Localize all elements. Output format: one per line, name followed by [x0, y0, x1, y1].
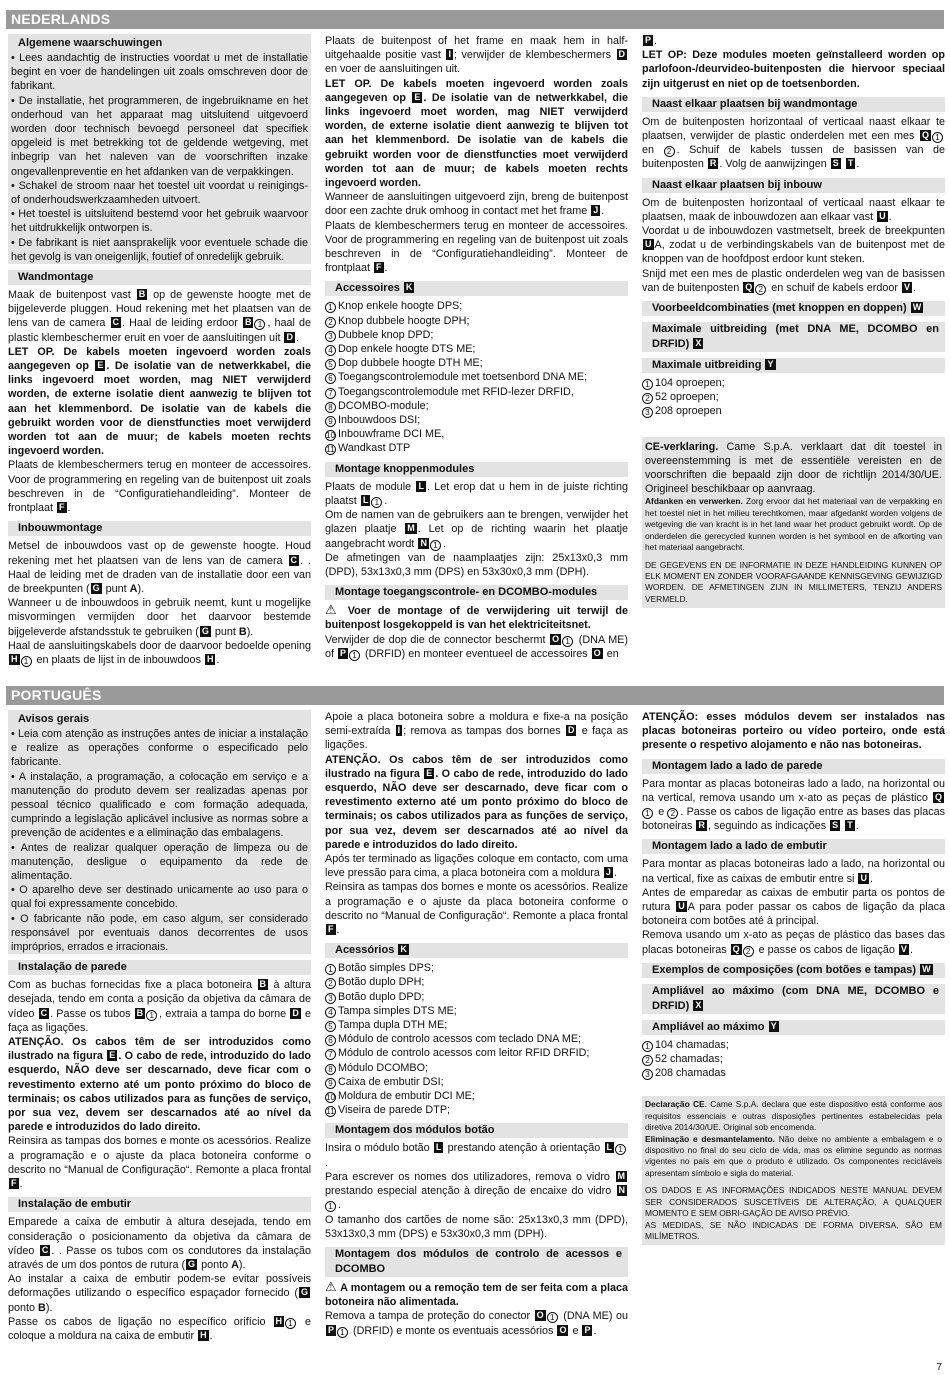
- pt-heading-accessories: Acessórios K: [325, 943, 628, 958]
- nl-wall-warning: LET OP. De kabels moeten ingevoerd worden zoals aangegeven op E . De isolatie van de netwerkkabel, die links ingevoerd moet worden, mag NIET verwijderd worden, de externe isolatie dient aanwezig te blijven tot aan het klemmenbord. De isolatie van de kabels die gebruikt worden voor de dienstfuncties moet verwijderd worden tot aan de muur; de kabels moeten rechts ingevoerd worden.: [8, 345, 311, 458]
- pt-heading-button-modules: Montagem dos módulos botão: [325, 1123, 628, 1138]
- section-band-pt: PORTUGUÊS: [6, 686, 944, 705]
- page-number: 7: [936, 1362, 942, 1373]
- list-item: 7 Módulo de controlo acessos com leitor RFID DRFID;: [325, 1046, 628, 1060]
- pt-heading-max: Ampliável ao máximo (com DNA ME, DCOMBO e DRFID) X: [642, 984, 945, 1014]
- nl-heading-max-calls: Maximale uitbreiding Y: [642, 358, 945, 373]
- pt-disclaimer-2: AS MEDIDAS, SE NÃO INDICADAS DE FORMA DIVERSA, SÃO EM MILÍMETROS.: [645, 1219, 942, 1241]
- nl-btn-para-1: Plaats de module L . Let erop dat u hem in de juiste richting plaatst L 1 .: [325, 480, 629, 507]
- nl-declaration-box: [642, 437, 945, 608]
- pt-heading-flush: Instalação de embutir: [8, 1197, 311, 1212]
- pt-frame-para-1: Apoie a placa botoneira sobre a moldura e fixe-a na posição semi-extraída I ; remova as tampas dos bornes D e faça as ligações.: [325, 711, 629, 752]
- nl-heading-side-flush: Naast elkaar plaatsen bij inbouw: [642, 178, 945, 193]
- nl-declaration: CE-verklaring. Came S.p.A. verklaart dat dit toestel in overeenstemming is met de essentiële vereisten en de voorschriften die bepaald zijn door de richtlijn 2014/30/UE. Origineel beschikbaar op aanvraag.: [645, 440, 943, 496]
- list-item: 1 Botão simples DPS;: [325, 961, 628, 975]
- ce-mark-icon: CE: [692, 1099, 705, 1110]
- pt-warning-4: • O aparelho deve ser destinado unicamente ao uso para o qual foi expressamente concebido.: [11, 884, 308, 911]
- nl-disclaimer: DE GEGEVENS EN DE INFORMATIE IN DEZE HANDLEIDING KUNNEN OP ELK MOMENT EN ZONDER VOORAFGAANDE KENNISGEVING GEWIJZIGD WORDEN. DE AFMETINGEN ZIJN IN MILLIMETERS, TENZIJ ANDERS VERMELD.: [645, 559, 942, 604]
- list-item: 6 Módulo de controlo acessos com teclado DNA ME;: [325, 1032, 628, 1046]
- pt-wall-warning: ATENÇÃO. Os cabos têm de ser introduzidos como ilustrado na figura E . O cabo de rede, introduzido do lado esquerdo, NÃO deve ser descarnado, deve ficar com o revestimento externo até um ponto próximo do bloco de terminais; os cabos utilizados para as funções de serviço, por sua vez, devem ser descarnados até ao nível da parede e introduzidos do lado direito.: [8, 1036, 312, 1134]
- pt-heading-wall: Instalação de parede: [8, 960, 311, 975]
- pt-btn-para-1: Insira o módulo botão L prestando atenção à orientação L 1.: [325, 1141, 628, 1169]
- list-item: 10 Moldura de embutir DCI ME;: [326, 1090, 475, 1103]
- list-item: 9 Inbouwdoos DSI;: [325, 413, 628, 427]
- pt-heading-control-modules: Montagem dos módulos de controlo de acessos e DCOMBO: [325, 1247, 628, 1277]
- list-item: 8 DCOMBO-module;: [325, 399, 628, 413]
- pt-col3-warning: ATENÇÃO: esses módulos devem ser instalados nas placas botoneiras porteiro ou vídeo porteiro, onde está presente o respetivo alojamento e não nas botoneiras.: [642, 711, 945, 752]
- nl-heading-side-wall: Naast elkaar plaatsen bij wandmontage: [642, 97, 945, 112]
- pt-heading-warnings: Avisos gerais: [8, 710, 311, 727]
- list-item: 3 208 chamadas: [642, 1066, 945, 1080]
- nl-heading-button-modules: Montage knoppenmodules: [325, 462, 628, 477]
- nl-frame-para-3: Plaats de klembeschermers terug en monteer de accessoires. Voor de programmering en regeling van de buitenpost uit zoals beschreven in de “Configuratiehandleiding”. Monteer de frontplaat F .: [325, 219, 628, 275]
- list-item: 7 Toegangscontrolemodule met RFID-lezer DRFID,: [325, 385, 628, 399]
- nl-heading-accessories: Accessoires K: [325, 281, 628, 296]
- pt-warning-1: • Leia com atenção as instruções antes de iniciar a instalação e realize as operações conforme o especificado pelo fabricante.: [11, 728, 308, 769]
- nl-warning-3: • Schakel de stroom naar het toestel uit voordat u reinigings- of onderhoudswerkzaamheden uitvoert.: [11, 179, 308, 207]
- nl-warning-1: • Lees aandachtig de instructies voordat u met de installatie begint en voer de handelingen uit zoals omschreven door de fabrikant.: [11, 52, 308, 93]
- pt-heading-examples: Exemplos de composições (com botões e tampas) W: [642, 963, 945, 978]
- pt-side-flush-para-3: Remova usando um x-ato as peças de plástico das bases das placas botoneiras Q 2 e passe os cabos de ligação V .: [642, 929, 945, 956]
- pt-side-wall-para: Para montar as placas botoneiras lado a lado, na horizontal ou na vertical, remova usando um x-ato as peças de plástico Q1 e 2 . Passe os cabos de ligação entre as bases das placas botoneiras R , seguindo as indicações S T .: [642, 777, 946, 833]
- list-item: 8 Módulo DCOMBO;: [325, 1061, 628, 1075]
- pt-ctrl-warning: ⚠ A montagem ou a remoção tem de ser feita com a placa botoneira não alimentada.: [325, 1278, 629, 1309]
- nl-side-flush-para-1: Om de buitenposten horizontaal of verticaal naast elkaar te plaatsen, maak de inbouwdozen aan elkaar vast U .: [642, 196, 945, 223]
- list-item: 3 Dubbele knop DPD;: [325, 328, 628, 342]
- pt-btn-para-3: O tamanho dos cartões de nome são: 25x13x0,3 mm (DPD), 53x13x0,3 mm (DPS) e 53x30x0,3 mm (DPH).: [325, 1213, 628, 1240]
- nl-warnings-box: [8, 34, 311, 264]
- pt-btn-para-2: Para escrever os nomes dos utilizadores, remova o vidro M prestando especial atenção à direção de encaixe do vidro N1 .: [325, 1170, 625, 1212]
- list-item: 1 104 oproepen;: [642, 376, 945, 390]
- list-item: 1 Knop enkele hoogte DPS;: [325, 299, 628, 313]
- list-item: 2 52 oproepen;: [642, 390, 945, 404]
- nl-heading-wall: Wandmontage: [8, 270, 311, 285]
- nl-disposal: Afdanken en verwerken. Zorg ervoor dat het materiaal van de verpakking en het toestel niet in het milieu terechtkomen, maar afgedankt worden volgens de wetgeving die van kracht is in het land waar het product gebruikt wordt. Op de onderdelen die gerecycled kunnen worden is het symbool en de afkorting van het materiaal aangebracht.: [645, 496, 942, 553]
- pt-disposal: Eliminação e desmantelamento. Não deixe no ambiente a embalagem e o dispositivo no final do seu ciclo de vida, mas os elimine segundo as normas vigentes no país em que o produto é utilizado. Os componentes recicláveis apresentam símbolo e sigla do material.: [645, 1133, 942, 1178]
- ce-mark-icon: CE: [645, 440, 660, 453]
- nl-side-wall-para: Om de buitenposten horizontaal of verticaal naast elkaar te plaatsen, verwijder de plastic onderdelen met een mes Q 1 en 2 . Schuif de kabels tussen de basissen van de buitenposten R . Volg de aanwijzingen S T .: [642, 115, 945, 171]
- nl-column-2: [325, 34, 628, 661]
- nl-frame-warning: LET OP. De kabels moeten ingevoerd worden zoals aangegeven op E . De isolatie van de netwerkkabel, die links ingevoerd moet worden, mag NIET verwijderd worden, de externe isolatie dient aanwezig te blijven tot aan het klemmenbord. De isolatie van de kabels die gebruikt worden voor de dienstfuncties moet verwijderd worden tot aan de muur; de kabels moeten rechts ingevoerd worden.: [325, 77, 628, 190]
- pt-warning-2: • A instalação, a programação, a colocação em serviço e a manutenção do produto devem ser realizadas apenas por pessoal técnico qualificado e com formação adequada, cumprindo a legislação aplicável inclusive as normas sobre a prevenção de acidentes e a eliminação das embalagens.: [11, 770, 308, 840]
- nl-warning-2: • De installatie, het programmeren, de ingebruikname en het onderhoud van het apparaat mag uitsluitend uitgevoerd worden door technisch bevoegd personeel dat specifiek opgeleid is met betrekking tot de geldende wetgeving, met inbegrip van het naleven van de voorschriften inzake ongevallenpreventie en het afdanken van de verpakkingen.: [11, 94, 308, 178]
- pt-ctrl-para: Remova a tampa de proteção do conector O 1 (DNA ME) ou P 1 (DRFID) e monte os eventuais acessórios O e P .: [325, 1310, 629, 1337]
- list-item: 4 Dop enkele hoogte DTS ME;: [325, 342, 628, 356]
- pt-frame-para-3: Reinsira as tampas dos bornes e monte os acessórios. Realize a programação e o ajuste da placa botoneira conforme o descrito no “Manual de Configuração“. Remonte a placa frontal F .: [325, 881, 628, 937]
- nl-accessory-list: [325, 299, 628, 455]
- list-item: 9 Caixa de embutir DSI;: [325, 1075, 628, 1089]
- list-item: 5 Dop dubbele hoogte DTH ME;: [325, 356, 628, 370]
- warning-triangle-icon: ⚠: [325, 602, 341, 618]
- pt-flush-para-3: Passe os cabos de ligação no específico orifício H 1 e coloque a moldura na caixa de embutir H .: [8, 1315, 312, 1342]
- nl-column-3: [642, 34, 945, 608]
- nl-heading-max: Maximale uitbreiding (met DNA ME, DCOMBO en DRFID) X: [642, 322, 945, 352]
- pt-warning-5: • O fabricante não pode, em caso algum, ser considerado responsável por eventuais danos decorrentes de usos impróprios, errados e irracionais.: [11, 912, 308, 954]
- pt-frame-warning: ATENÇÃO. Os cabos têm de ser introduzidos como ilustrado na figura E . O cabo de rede, introduzido do lado esquerdo, NÃO deve ser descarnado, deve ficar com o revestimento externo até um ponto próximo do bloco de terminais; os cabos utilizados para as funções de serviço, por sua vez, devem ser descarnados até ao nível da parede e introduzidos do lado direito.: [325, 753, 629, 851]
- pt-column-1: [8, 710, 311, 1343]
- pt-disclaimer-1: OS DADOS E AS INFORMAÇÕES INDICADOS NESTE MANUAL DEVEM SER CONSIDERADOS SUSCETÍVEIS DE ALTERAÇÃO, A QUALQUER MOMENTO E SEM OBRI-GAÇÃO DE AVISO PRÉVIO.: [645, 1185, 942, 1219]
- list-item: 1 104 chamadas;: [642, 1038, 945, 1052]
- pt-frame-para-2: Após ter terminado as ligações coloque em contacto, com uma leve pressão para cima, a placa botoneira com a moldura J .: [325, 853, 628, 880]
- pt-side-flush-para-1: Para montar as placas botoneiras lado a lado, na horizontal ou na vertical, fixe as caixas de embutir entre si U .: [642, 858, 945, 885]
- nl-heading-warnings: Algemene waarschuwingen: [8, 34, 311, 51]
- nl-flush-para-1: Metsel de inbouwdoos vast op de gewenste hoogte. Houd rekening met het plaatsen van de lens van de camera C . . Haal de leiding met de draden van de installatie door een van de breekpunten ( G punt A).: [8, 540, 312, 595]
- list-item: 6 Toegangscontrolemodule met toetsenbord DNA ME;: [325, 370, 628, 384]
- nl-col3-key: P .: [645, 35, 658, 47]
- pt-flush-para-2: Ao instalar a caixa de embutir podem-se evitar possíveis deformações utilizando o específico espaçador fornecido ( G ponto B).: [8, 1273, 311, 1314]
- list-item: 11 Wandkast DTP: [326, 442, 411, 455]
- list-item: 2 Botão duplo DPH;: [325, 975, 628, 989]
- list-item: 11 Viseira de parede DTP;: [326, 1104, 451, 1117]
- nl-frame-para-1: Plaats de buitenpost of het frame en maak hem in half-uitgehaalde positie vast I ; verwijder de klembeschermers D en voer de aansluitingen uit.: [325, 35, 628, 76]
- nl-side-flush-para-2: Voordat u de inbouwdozen vastmetselt, breek de breekpunten U A, zodat u de verbindingskabels van de buitenpost met de knoppen van de hoofdpost erdoor kunt steken.: [642, 225, 945, 266]
- nl-flush-para-3: Haal de aansluitingskabels door de daarvoor bedoelde opening H 1 en plaats de lijst in de inbouwdoos H .: [8, 639, 311, 666]
- list-item: 3 Botão duplo DPD;: [325, 990, 628, 1004]
- pt-declaration-box: [642, 1096, 945, 1245]
- pt-wall-para-1: Com as buchas fornecidas fixe a placa botoneira B à altura desejada, tendo em conta a posição da objetiva da câmara de vídeo C . Passe os tubos B 1 , extraia a tampa do borne D e faça as ligações.: [8, 979, 312, 1034]
- pt-heading-max-calls: Ampliável ao máximo Y: [642, 1020, 945, 1035]
- list-item: 3 208 oproepen: [642, 404, 945, 418]
- nl-warning-4: • Het toestel is uitsluitend bestemd voor het gebruik waarvoor het uitdrukkelijk ontworpen is.: [11, 208, 308, 235]
- nl-wall-para-2: Plaats de klembeschermers terug en monteer de accessoires. Voor de programmering en regeling van de buitenpost uit zoals beschreven in de “Configuratiehandleiding”. Monteer de frontplaat F .: [8, 459, 311, 515]
- pt-heading-side-flush: Montagem lado a lado de embutir: [642, 839, 945, 854]
- nl-btn-para-2: Om de namen van de gebruikers aan te brengen, verwijder het glazen plaatje M . Let op de richting waarin het plaatje aangebracht wordt N 1 .: [325, 509, 628, 550]
- nl-ctrl-para: Verwijder de dop die de connector beschermt O 1 (DNA ME) of P 1 (DRFID) en monteer eventueel de accessoires O en: [325, 633, 629, 660]
- nl-side-flush-para-3: Snijd met een mes de plastic onderdelen weg van de basissen van de buitenposten Q 2 en schuif de kabels erdoor V .: [642, 267, 945, 294]
- pt-accessory-list: [325, 961, 628, 1117]
- warning-triangle-icon: ⚠: [325, 1278, 337, 1294]
- nl-wall-para-1: Maak de buitenpost vast B op de gewenste hoogte met de bijgeleverde pluggen. Houd rekening met het plaatsen van de lens van de camera C . Haal de leiding erdoor B 1 , haal de plastic klembeschermer eruit en voer de aansluitingen uit D .: [8, 289, 312, 344]
- list-item: 2 52 chamadas;: [642, 1052, 945, 1066]
- pt-heading-side-wall: Montagem lado a lado de parede: [642, 759, 945, 774]
- pt-warning-3: • Antes de realizar qualquer operação de limpeza ou de manutenção, desligue o equipamento da rede de alimentação.: [11, 841, 308, 883]
- pt-warnings-box: [8, 710, 311, 954]
- list-item: 4 Tampa simples DTS ME;: [325, 1004, 628, 1018]
- nl-col3-warning: LET OP: Deze modules moeten geïnstalleerd worden op parlofoon-/deurvideo-buitenposten die hiervoor speciaal zijn uitgerust en niet op de toetsenborden.: [642, 49, 945, 90]
- nl-heading-examples: Voorbeeldcombinaties (met knoppen en doppen) W: [642, 301, 945, 316]
- list-item: 2 Knop dubbele hoogte DPH;: [325, 314, 628, 328]
- nl-warning-5: • De fabrikant is niet aansprakelijk voor eventuele schade die het gevolg is van oneigenlijk, foutief of onredelijk gebruik.: [11, 236, 308, 263]
- nl-frame-para-2: Wanneer de aansluitingen uitgevoerd zijn, breng de buitenpost door een zachte druk omhoog in contact met het frame J .: [325, 191, 628, 218]
- nl-btn-para-3: De afmetingen van de naamplaatjes zijn: 25x13x0,3 mm (DPD), 53x13x0,3 mm (DPS) en 53x30x0,3 mm (DPH).: [325, 551, 628, 578]
- pt-column-2: [325, 710, 628, 1338]
- nl-ctrl-warning: ⚠ Voer de montage of de verwijdering uit terwijl de buitenpost losgekoppeld is van het elektriciteitsnet.: [325, 602, 629, 632]
- pt-declaration: Declaração CE. Came S.p.A. declara que este dispositivo está conforme aos requisitos essenciais e outras disposições pertinentes estabelecidas pela diretiva 2014/30/UE. Original sob encomenda.: [645, 1099, 943, 1133]
- section-band-nl: NEDERLANDS: [6, 10, 944, 29]
- pt-flush-para-1: Emparede a caixa de embutir à altura desejada, tendo em consideração o posicionamento da objetiva da câmara de vídeo C . . Passe os tubos com os condutores da instalação através de um dos pontos de rutura ( G ponto A).: [8, 1216, 312, 1271]
- pt-wall-para-2: Reinsira as tampas dos bornes e monte os acessórios. Realize a programação e o ajuste da placa botoneira conforme o descrito no “Manual de Configuração“. Remonte a placa frontal F .: [8, 1135, 311, 1191]
- list-item: 10 Inbouwframe DCI ME,: [326, 428, 445, 441]
- nl-flush-para-2: Wanneer u de inbouwdoos in gebruik neemt, kunt u mogelijke misvormingen vermijden door het daarvoor bestemde bijgeleverde afstandsstuk te gebruiken ( G punt B).: [8, 597, 311, 638]
- nl-heading-control-modules: Montage toegangscontrole- en DCOMBO-modules: [325, 585, 628, 600]
- pt-column-3: [642, 710, 945, 1245]
- nl-heading-flush: Inbouwmontage: [8, 521, 311, 536]
- nl-column-1: [8, 34, 311, 667]
- pt-side-flush-para-2: Antes de emparedar as caixas de embutir parta os pontos de rutura U A para poder passar os cabos de ligação da placa botoneira com botões até à principal.: [642, 886, 946, 928]
- list-item: 5 Tampa dupla DTH ME;: [325, 1018, 628, 1032]
